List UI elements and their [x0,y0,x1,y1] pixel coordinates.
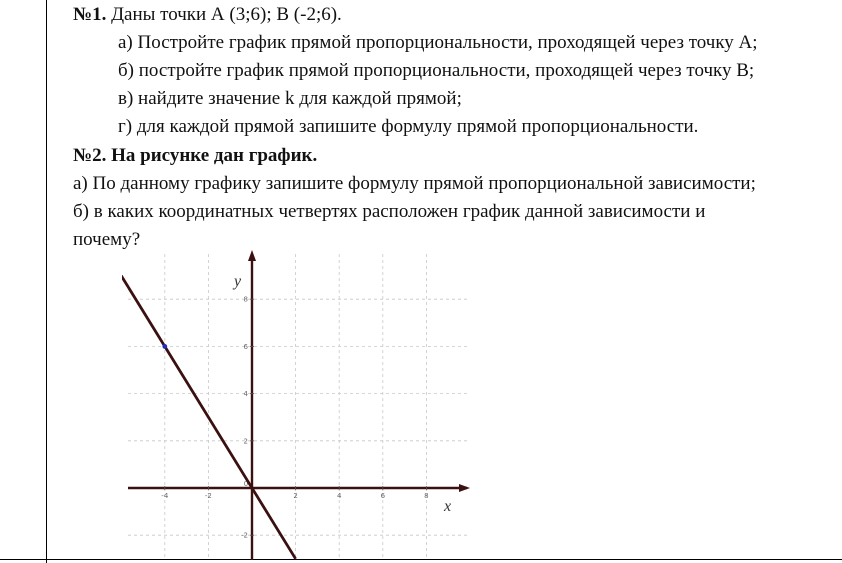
task1-item-c: в) найдите значение k для каждой прямой; [118,88,462,109]
y-tick-label: 8 [243,295,248,304]
x-tick-label: 0 [243,480,249,488]
grid [128,254,467,560]
task1-text: Даны точки А (3;6); В (-2;6). [106,4,342,25]
marked-point [162,344,167,349]
y-axis-label: y [234,273,242,290]
axes [128,250,470,560]
x-tick-label: 6 [380,492,386,500]
x-axis-arrow [459,484,470,492]
left-border [46,0,47,563]
series [122,276,296,559]
task2-item-b-continued: почему? [73,229,141,250]
task2-item-b: б) в каких координатных четвертях расположен график данной зависимости и [73,201,706,222]
task1-item-a: а) Постройте график прямой пропорциональности, проходящей через точку А; [118,32,758,53]
task1-item-d: г) для каждой прямой запишите формулу прямой пропорциональности. [118,116,699,137]
task1-item-b: б) постройте график прямой пропорциональности, проходящей через точку В; [118,60,755,81]
x-axis-label: x [444,498,452,515]
ticks [161,296,428,540]
task2-item-a: а) По данному графику запишите формулу прямой пропорциональной зависимости; [73,173,756,194]
x-tick-label: -4 [161,492,169,500]
task2-heading-text: №2. На рисунке дан график. [73,145,318,166]
y-tick-label: 6 [243,342,248,351]
y-axis-arrow [248,250,256,261]
y-tick-label: 4 [243,390,248,399]
x-tick-label: 4 [336,492,342,500]
x-tick-label: -2 [204,492,212,500]
graph [122,248,472,563]
y-tick-label: 2 [243,437,248,446]
task1-number: №1. [73,4,107,25]
task2-heading [73,142,317,170]
x-tick-label: 2 [293,492,298,500]
y-tick-label: -2 [241,531,248,540]
task1-heading [73,1,342,29]
graph-line [122,276,296,559]
x-tick-label: 8 [424,492,429,500]
